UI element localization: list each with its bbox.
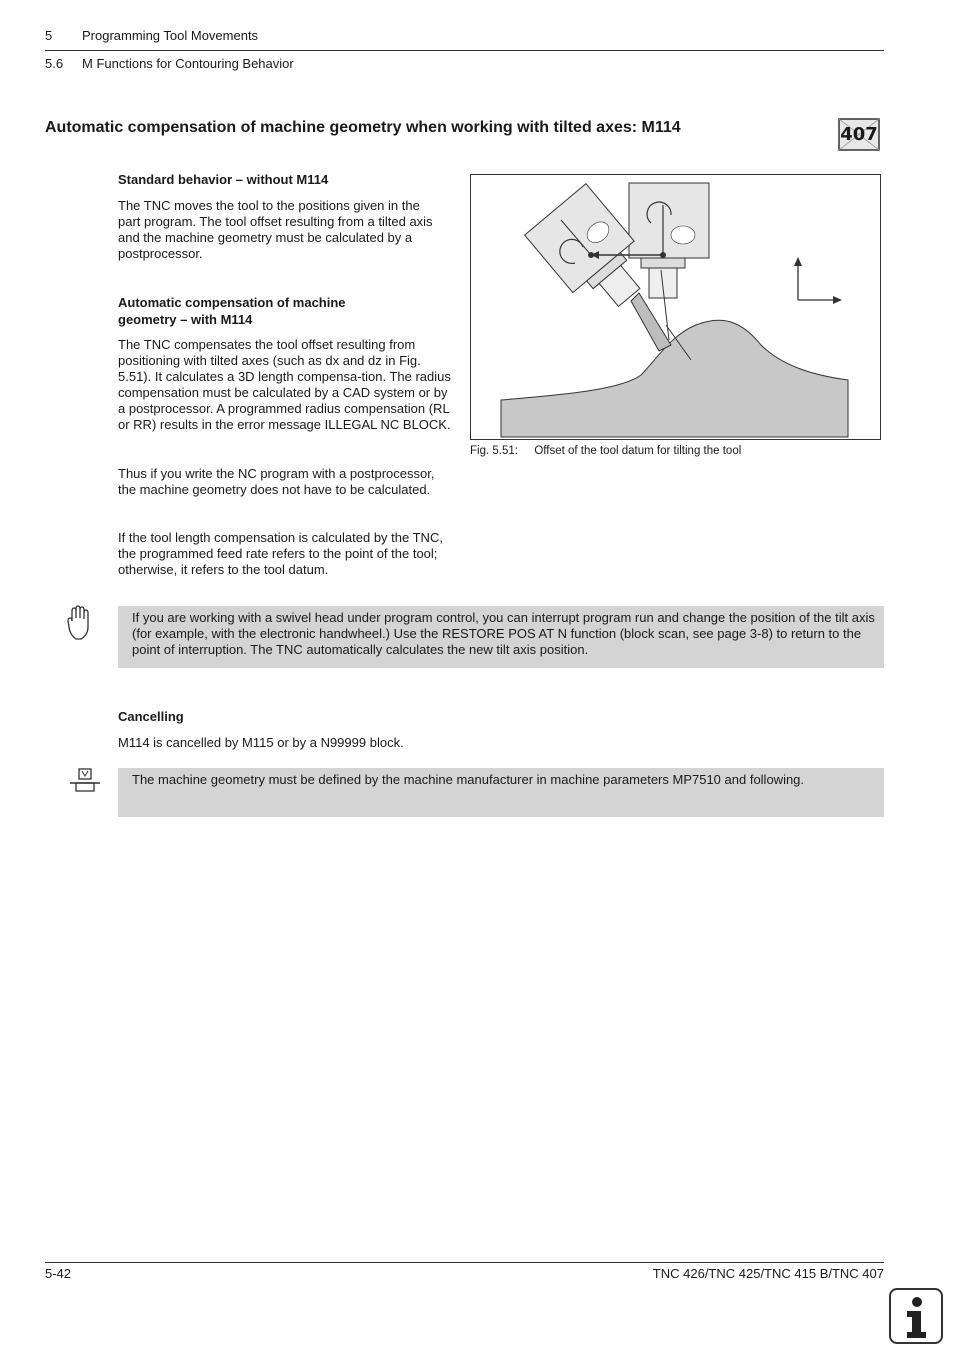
auto-para3: If the tool length compensation is calculated by the TNC, the programmed feed rate refers to the point of the tool; otherwise, it refers to the tool datum.	[118, 530, 443, 577]
footer-rule	[45, 1262, 884, 1263]
note-swivel-head: If you are working with a swivel head under program control, you can interrupt program run and change the position of the tilt axis (for example, with the electronic handwheel.) Use the RESTORE POS AT N function (block scan, see page 3-8) to return to the point of interruption. The TNC automatically calculates the new tilt axis position.	[118, 606, 884, 668]
hand-pointer-icon	[66, 605, 94, 641]
tilted-head-illustration	[471, 175, 880, 439]
machine-manufacturer-icon	[68, 767, 102, 795]
section-title: M Functions for Contouring Behavior	[82, 56, 294, 71]
chapter-number: 5	[45, 28, 53, 43]
section-header	[45, 56, 294, 71]
chapter-title: Programming Tool Movements	[82, 28, 259, 43]
footer-models: TNC 426/TNC 425/TNC 415 B/TNC 407	[652, 1266, 884, 1281]
auto-heading-line2: geometry – with M114	[118, 312, 253, 327]
cancelling-text: M114 is cancelled by M115 or by a N99999 block.	[118, 735, 404, 750]
auto-heading-line1: Automatic compensation of machine	[118, 295, 346, 310]
chapter-header	[45, 28, 258, 43]
badge-label: 407	[840, 124, 878, 145]
tnc-407-badge	[838, 118, 880, 151]
note-machine-geometry: The machine geometry must be defined by the machine manufacturer in machine parameters MP7510 and following.	[118, 768, 884, 817]
info-icon	[891, 1290, 941, 1342]
figure-tilted-tool	[470, 174, 881, 440]
figure-number: Fig. 5.51:	[470, 445, 518, 457]
header-rule	[45, 50, 884, 51]
auto-para2: Thus if you write the NC program with a postprocessor, the machine geometry does not have to be calculated.	[118, 466, 435, 497]
standard-heading: Standard behavior – without M114	[118, 172, 329, 187]
page-title: Automatic compensation of machine geometry when working with tilted axes: M114	[45, 119, 681, 136]
info-badge	[889, 1288, 943, 1344]
cancelling-heading: Cancelling	[118, 709, 184, 724]
auto-para1: The TNC compensates the tool offset resulting from positioning with tilted axes (such as dx and dz in Fig. 5.51). It calculates a 3D length compensa-tion. The radius compensation must be calculated by a CAD system or by a postprocessor. A programmed radius compensation (RL or RR) results in the error message ILLEGAL NC BLOCK.	[118, 337, 451, 432]
page-number: 5-42	[45, 1266, 72, 1281]
figure-caption	[470, 445, 741, 457]
figure-caption-text: Offset of the tool datum for tilting the tool	[534, 445, 742, 457]
standard-text: The TNC moves the tool to the positions given in the part program. The tool offset resulting from a tilted axis and the machine geometry must be calculated by a postprocessor.	[118, 198, 433, 261]
section-number: 5.6	[45, 56, 64, 71]
